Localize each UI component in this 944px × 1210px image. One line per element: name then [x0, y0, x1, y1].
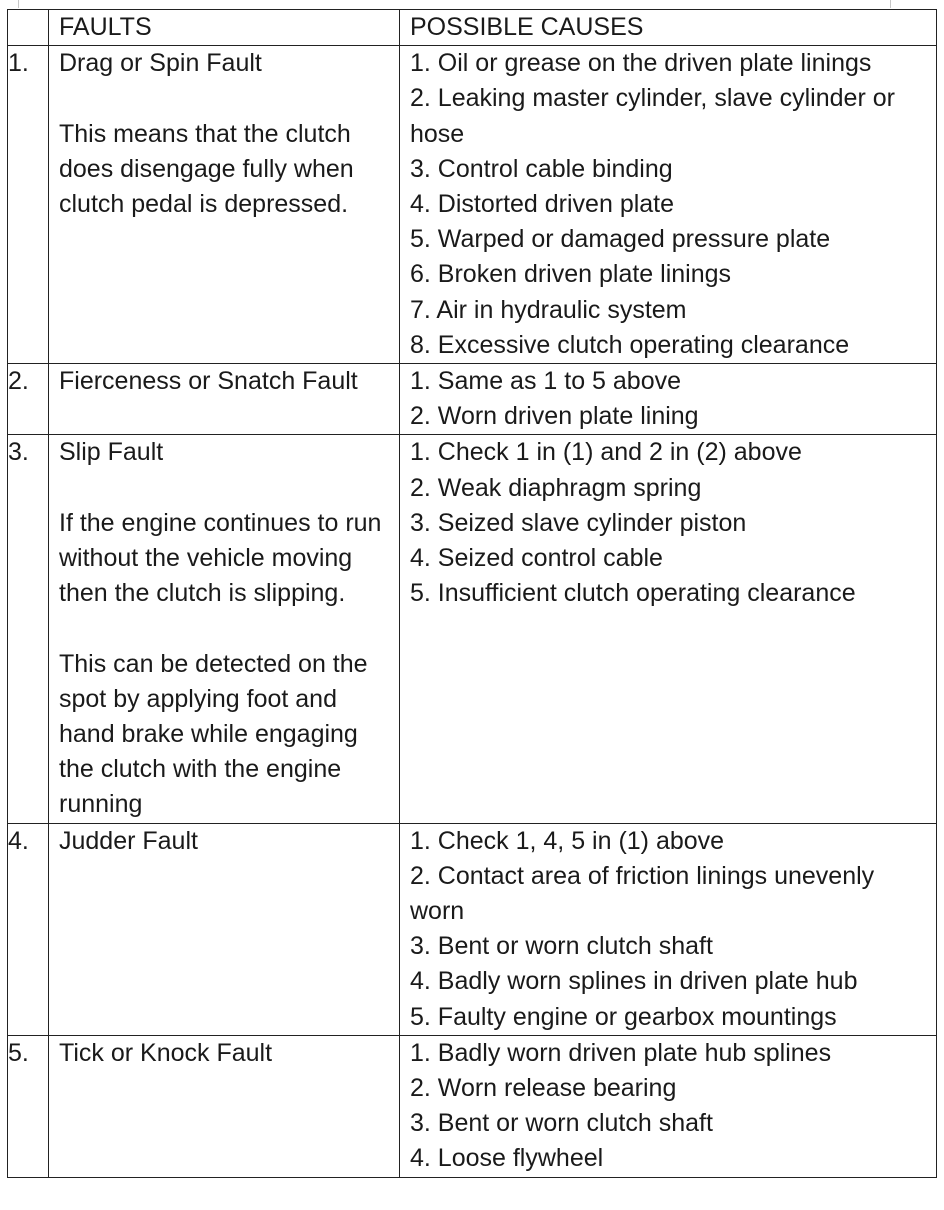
cause-item: 2. Worn driven plate lining	[410, 402, 699, 431]
cause-item: 1. Same as 1 to 5 above	[410, 367, 682, 396]
header-causes-cell	[400, 10, 937, 46]
cause-item: 8. Excessive clutch operating clearance	[410, 330, 850, 359]
fault-name: Drag or Spin Fault	[59, 49, 262, 78]
fault-number: 5.	[8, 1035, 49, 1177]
fault-number: 3.	[8, 435, 49, 823]
cause-item: 1. Check 1, 4, 5 in (1) above	[410, 826, 725, 855]
table-row	[8, 46, 937, 364]
causes-cell	[400, 364, 937, 435]
fault-cell	[49, 364, 400, 435]
page-frame-line-right	[890, 0, 891, 8]
fault-name: Judder Fault	[59, 826, 198, 855]
cause-item: 3. Control cable binding	[410, 154, 673, 183]
cause-item: 5. Warped or damaged pressure plate	[410, 225, 831, 254]
causes-cell	[400, 46, 937, 364]
cause-item: 3. Seized slave cylinder piston	[410, 508, 747, 537]
cause-item: 5. Faulty engine or gearbox mountings	[410, 1002, 837, 1031]
cause-item: 2. Weak diaphragm spring	[410, 473, 702, 502]
fault-name: Tick or Knock Fault	[59, 1038, 273, 1067]
fault-cell	[49, 435, 400, 823]
causes-cell	[400, 1035, 937, 1177]
fault-cell	[49, 823, 400, 1035]
cause-item: 4. Seized control cable	[410, 544, 663, 573]
fault-number: 2.	[8, 364, 49, 435]
cause-item: 1. Oil or grease on the driven plate linings	[410, 49, 872, 78]
header-number-cell	[8, 10, 49, 46]
cause-item: 2. Worn release bearing	[410, 1074, 677, 1103]
cause-item: 1. Badly worn driven plate hub splines	[410, 1038, 832, 1067]
causes-cell	[400, 435, 937, 823]
fault-cell	[49, 1035, 400, 1177]
fault-rows	[8, 46, 937, 1177]
fault-description: If the engine continues to run without the vehicle moving then the clutch is slipping.	[59, 508, 382, 608]
table-row	[8, 364, 937, 435]
cause-item: 4. Badly worn splines in driven plate hub	[410, 967, 858, 996]
cause-item: 1. Check 1 in (1) and 2 in (2) above	[410, 438, 802, 467]
page-frame-line-left	[18, 0, 19, 8]
cause-item: 3. Bent or worn clutch shaft	[410, 1109, 713, 1138]
cause-item: 6. Broken driven plate linings	[410, 260, 732, 289]
table-row	[8, 823, 937, 1035]
cause-item: 5. Insufficient clutch operating clearance	[410, 579, 856, 608]
fault-name: Slip Fault	[59, 438, 164, 467]
clutch-faults-table	[7, 9, 937, 1178]
cause-item: 7. Air in hydraulic system	[410, 295, 687, 324]
cause-item: 4. Loose flywheel	[410, 1144, 604, 1173]
table-header-row	[8, 10, 937, 46]
fault-number: 4.	[8, 823, 49, 1035]
header-faults: FAULTS	[59, 13, 152, 41]
cause-item: 3. Bent or worn clutch shaft	[410, 932, 713, 961]
table-row	[8, 1035, 937, 1177]
fault-description: This can be detected on the spot by applying foot and hand brake while engaging the clutch with the engine running	[59, 649, 368, 819]
fault-cell	[49, 46, 400, 364]
cause-item: 2. Leaking master cylinder, slave cylinder or hose	[410, 84, 895, 148]
fault-name: Fierceness or Snatch Fault	[59, 367, 358, 396]
header-possible-causes: POSSIBLE CAUSES	[410, 13, 644, 41]
fault-number: 1.	[8, 46, 49, 364]
cause-item: 4. Distorted driven plate	[410, 190, 675, 219]
cause-item: 2. Contact area of friction linings unevenly worn	[410, 861, 875, 926]
fault-description: This means that the clutch does disengage fully when clutch pedal is depressed.	[59, 119, 354, 218]
header-faults-cell	[49, 10, 400, 46]
table-row	[8, 435, 937, 823]
causes-cell	[400, 823, 937, 1035]
